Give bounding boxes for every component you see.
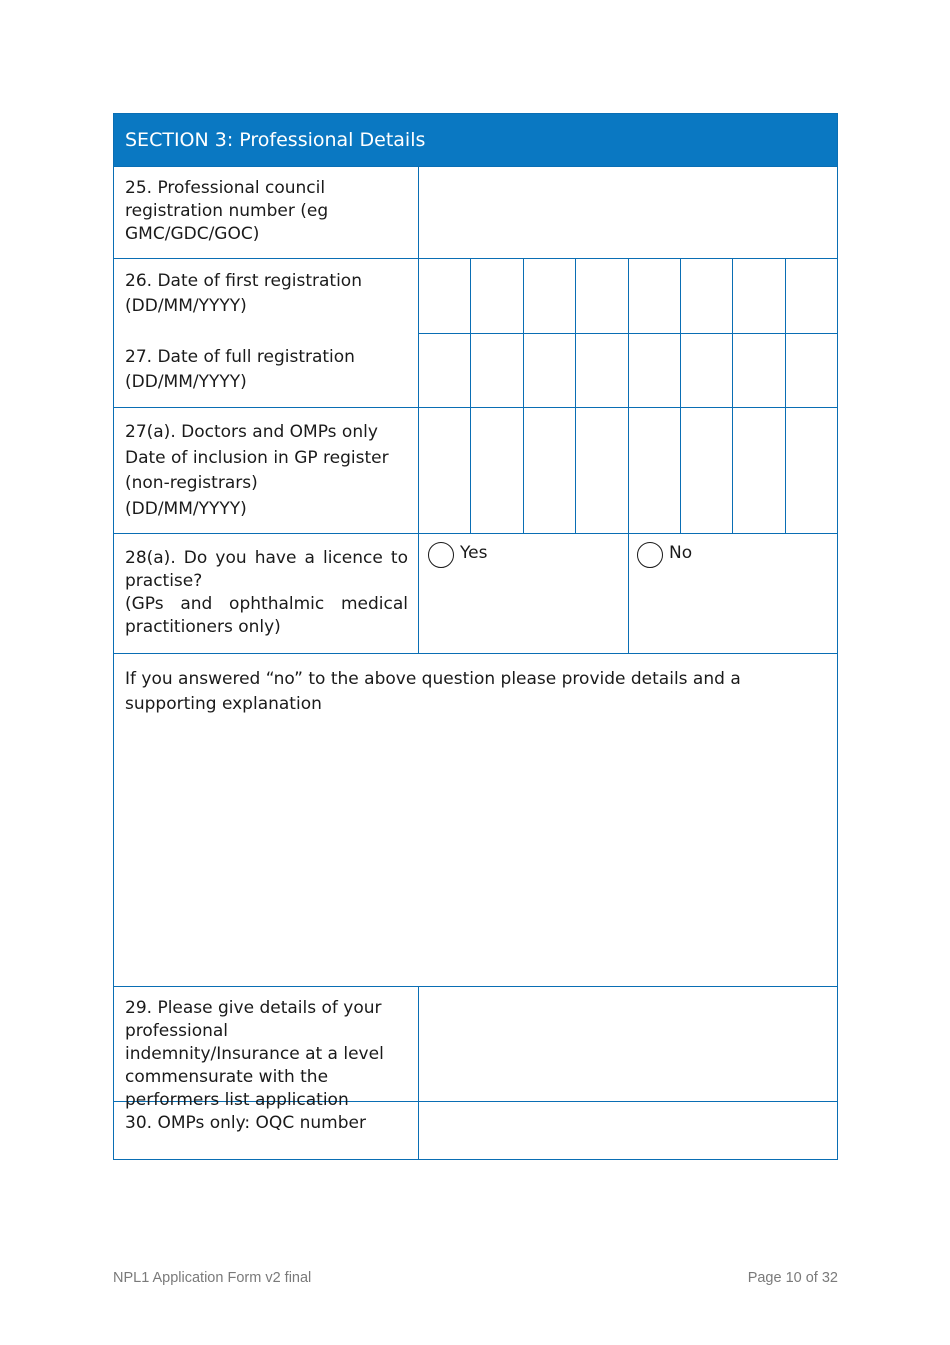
date-digit-box[interactable] <box>629 259 681 333</box>
date-digit-box[interactable] <box>733 334 785 408</box>
row-oqc-number <box>114 1101 837 1159</box>
no-label: No <box>669 543 693 563</box>
date-digit-box[interactable] <box>733 259 785 333</box>
date-digit-box[interactable] <box>524 259 576 333</box>
date-digit-box[interactable] <box>576 259 628 333</box>
date-digit-box[interactable] <box>786 408 837 533</box>
date-digit-box[interactable] <box>629 408 681 533</box>
date-digit-box[interactable] <box>681 334 733 408</box>
licence-question-label: 28(a). Do you have a licence to practise? (GPs and ophthalmic medical practitioners only) <box>114 534 419 653</box>
oqc-number-label: 30. OMPs only: OQC number <box>114 1102 419 1159</box>
page-number: Page 10 of 32 <box>747 1270 838 1286</box>
date-digit-box[interactable] <box>733 408 785 533</box>
registration-dates-fields <box>419 259 837 407</box>
gp-register-date-fields <box>419 408 837 533</box>
date-digit-box[interactable] <box>576 334 628 408</box>
date-digit-box[interactable] <box>419 334 471 408</box>
no-radio[interactable] <box>637 542 663 568</box>
page-footer <box>113 1270 838 1286</box>
licence-yes-option[interactable] <box>419 534 628 653</box>
row-indemnity <box>114 986 837 1110</box>
licence-options <box>419 534 837 653</box>
registration-dates-labels <box>114 259 419 407</box>
section-title: SECTION 3: Professional Details <box>114 114 837 166</box>
row-explanation <box>114 653 837 986</box>
yes-label: Yes <box>460 543 488 563</box>
date-digit-box[interactable] <box>471 334 523 408</box>
indemnity-field[interactable] <box>419 987 837 1101</box>
indemnity-label: 29. Please give details of your professional indemnity/Insurance at a level commensurate with the performers list application <box>114 987 419 1101</box>
date-digit-box[interactable] <box>786 334 837 408</box>
date-digit-box[interactable] <box>471 259 523 333</box>
licence-no-option[interactable] <box>628 534 837 653</box>
row-licence-question <box>114 533 837 653</box>
explanation-prompt: If you answered “no” to the above question please provide details and a supporting explanation <box>125 669 741 714</box>
date-digit-box[interactable] <box>576 408 628 533</box>
first-registration-date-boxes <box>419 259 837 333</box>
full-registration-label: 27. Date of full registration (DD/MM/YYYY) <box>125 347 355 393</box>
date-digit-box[interactable] <box>524 408 576 533</box>
date-digit-box[interactable] <box>681 408 733 533</box>
date-digit-box[interactable] <box>786 259 837 333</box>
registration-number-field[interactable] <box>419 167 837 258</box>
oqc-number-field[interactable] <box>419 1102 837 1159</box>
date-digit-box[interactable] <box>419 408 471 533</box>
row-gp-register-date <box>114 407 837 533</box>
professional-details-form <box>113 113 838 1160</box>
row-registration-number <box>114 166 837 258</box>
date-digit-box[interactable] <box>419 259 471 333</box>
registration-number-label: 25. Professional council registration number (eg GMC/GDC/GOC) <box>114 167 419 258</box>
row-registration-dates <box>114 258 837 407</box>
document-name: NPL1 Application Form v2 final <box>113 1270 312 1286</box>
gp-register-date-label: 27(a). Doctors and OMPs only Date of inclusion in GP register (non-registrars) (DD/MM/YYYY) <box>114 408 419 533</box>
date-digit-box[interactable] <box>471 408 523 533</box>
yes-radio[interactable] <box>428 542 454 568</box>
date-digit-box[interactable] <box>629 334 681 408</box>
date-digit-box[interactable] <box>681 259 733 333</box>
gp-register-date-boxes <box>419 408 837 533</box>
full-registration-date-boxes <box>419 333 837 408</box>
first-registration-label: 26. Date of first registration (DD/MM/YYYY) <box>125 271 362 316</box>
explanation-field[interactable] <box>114 654 837 986</box>
date-digit-box[interactable] <box>524 334 576 408</box>
